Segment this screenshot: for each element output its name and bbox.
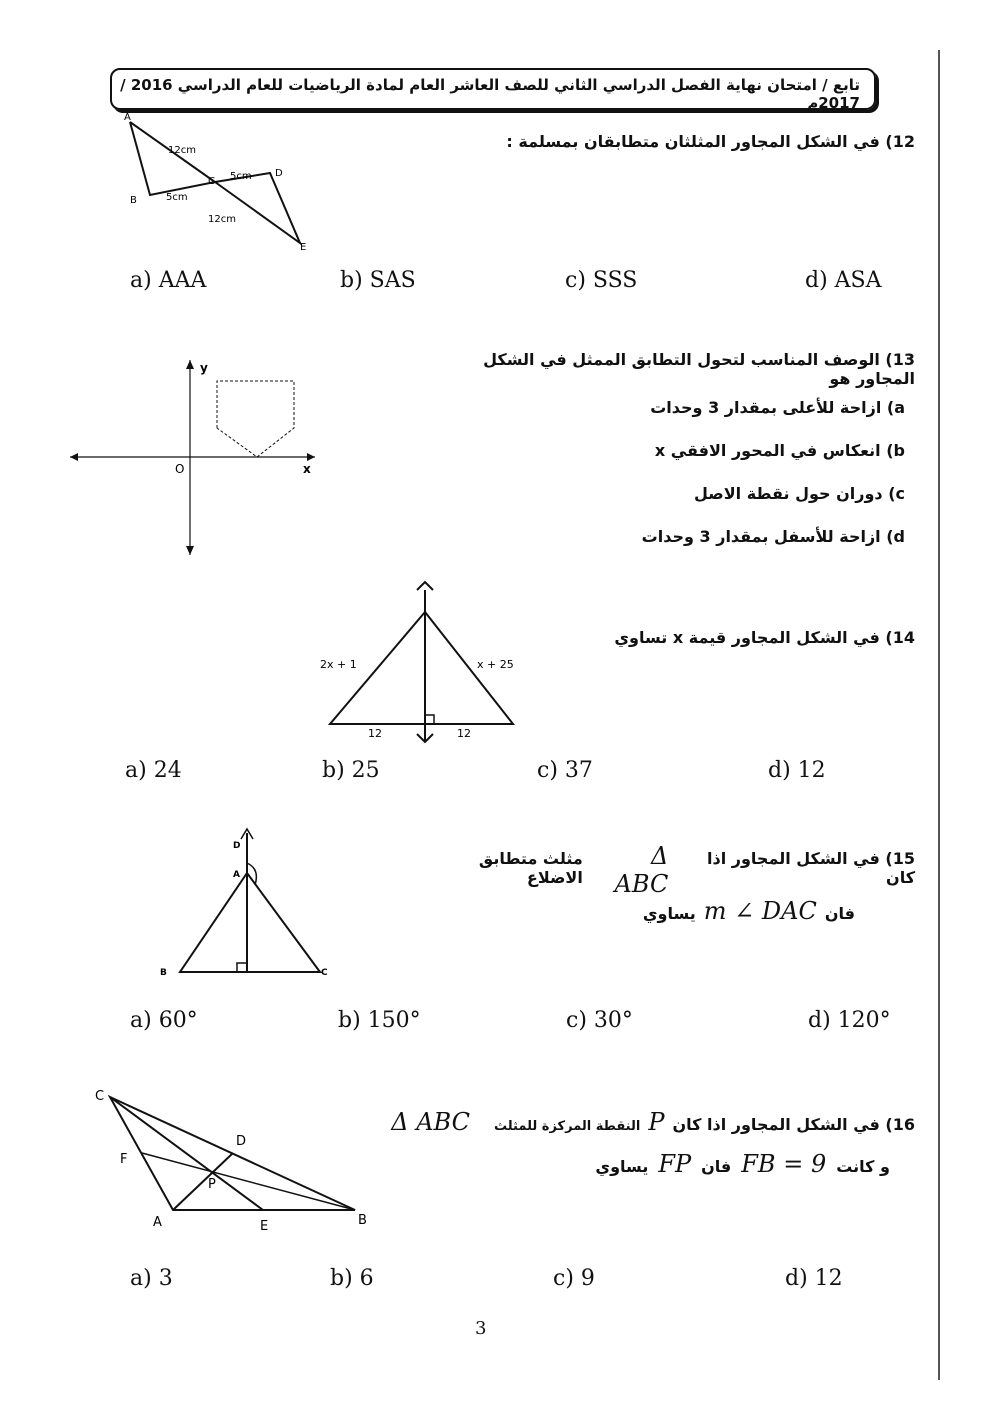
q14-option-a[interactable]: a) 24 <box>125 758 182 783</box>
q12-label-e: E <box>300 242 307 253</box>
q16-text-c: و كانت <box>836 1157 890 1176</box>
q16-option-b[interactable]: b) 6 <box>330 1266 374 1291</box>
q16-label-p: P <box>208 1177 216 1192</box>
q15-option-c[interactable]: c) 30° <box>566 1008 633 1033</box>
q16-line1 <box>390 1108 915 1136</box>
q12-label-b: B <box>130 195 137 206</box>
q12-label-d: D <box>275 168 283 179</box>
q16-label-f: F <box>120 1152 128 1167</box>
q13-axis-x: x <box>303 462 311 476</box>
q16-figure <box>90 1080 390 1240</box>
q16-math-fb: FB = 9 <box>741 1150 827 1178</box>
q14-text: 14) في الشكل المجاور قيمة x تساوي <box>614 628 915 647</box>
q12-len-cd: 5cm <box>230 171 252 182</box>
q16-option-d[interactable]: d) 12 <box>785 1266 843 1291</box>
q15-line1 <box>420 842 915 898</box>
q16-label-a: A <box>153 1215 162 1230</box>
q14-option-d[interactable]: d) 12 <box>768 758 826 783</box>
q16-text-d: فان <box>701 1157 732 1176</box>
q16-option-c[interactable]: c) 9 <box>553 1266 595 1291</box>
q16-text-a: 16) في الشكل المجاور اذا كان <box>672 1115 915 1134</box>
q12-label-a: A <box>124 112 131 123</box>
q13-option-c[interactable]: c) دوران حول نقطة الاصل <box>694 484 905 503</box>
q16-text-e: يساوي <box>595 1157 649 1176</box>
q16-label-b: B <box>358 1213 367 1228</box>
q12-label-c: C <box>208 176 215 187</box>
q15-text-d: يساوي <box>642 904 696 923</box>
q15-option-b[interactable]: b) 150° <box>338 1008 421 1033</box>
q12-option-b[interactable]: b) SAS <box>340 268 416 293</box>
q14-label-base2: 12 <box>457 727 471 740</box>
q14-label-right: x + 25 <box>477 658 514 671</box>
q15-text-b: مثلث متطابق الاضلاع <box>478 849 583 887</box>
q14-option-b[interactable]: b) 25 <box>322 758 380 783</box>
q14-label-left: 2x + 1 <box>320 658 357 671</box>
q13-option-b[interactable]: b) انعكاس في المحور الافقي x <box>654 441 905 460</box>
exam-header: تابع / امتحان نهاية الفصل الدراسي الثاني للصف العاشر العام لمادة الرياضيات للعام الدراسي 2016 / 2017م <box>120 76 860 112</box>
q15-label-c: C <box>321 968 328 978</box>
q16-label-d: D <box>236 1134 247 1149</box>
q15-label-d: D <box>233 841 241 851</box>
q16-option-a[interactable]: a) 3 <box>130 1266 173 1291</box>
q15-math-triangle: Δ ABC <box>614 842 669 898</box>
q15-label-a: A <box>233 870 240 880</box>
page-number: 3 <box>475 1318 487 1339</box>
q12-option-d[interactable]: d) ASA <box>805 268 882 293</box>
q12-option-c[interactable]: c) SSS <box>565 268 638 293</box>
q15-label-b: B <box>160 968 167 978</box>
q15-math-angle: m ∠ DAC <box>703 897 817 925</box>
q13-origin: O <box>175 462 185 476</box>
q12-len-ac: 12cm <box>168 145 196 156</box>
q15-text-c: فان <box>824 904 855 923</box>
q13-figure <box>65 355 325 560</box>
q15-text-a: 15) في الشكل المجاور اذا كان <box>707 849 915 887</box>
q12-text: 12) في الشكل المجاور المثلثان متطابقان بمسلمة : <box>506 132 915 151</box>
q16-text-b: النقطة المركزة للمثلث <box>493 1119 641 1134</box>
q13-option-a[interactable]: a) ازاحة للأعلى بمقدار 3 وحدات <box>650 398 905 417</box>
page-edge-line <box>938 50 940 1380</box>
q12-figure <box>120 110 330 260</box>
q16-math-p: P <box>648 1108 665 1136</box>
q16-label-e: E <box>260 1219 269 1234</box>
q14-figure <box>300 580 550 745</box>
q15-line2 <box>420 897 855 925</box>
q16-math-triangle: Δ ABC <box>391 1108 470 1136</box>
q14-label-base1: 12 <box>368 727 382 740</box>
q13-text: 13) الوصف المناسب لتحول التطابق الممثل في الشكل المجاور هو <box>483 350 915 388</box>
q14-option-c[interactable]: c) 37 <box>537 758 593 783</box>
q16-math-fp: FP <box>658 1150 692 1178</box>
q12-len-bc: 5cm <box>166 192 188 203</box>
q15-option-a[interactable]: a) 60° <box>130 1008 198 1033</box>
q15-option-d[interactable]: d) 120° <box>808 1008 891 1033</box>
q16-line2 <box>420 1150 890 1178</box>
q12-option-a[interactable]: a) AAA <box>130 268 207 293</box>
q13-option-d[interactable]: d) ازاحة للأسفل بمقدار 3 وحدات <box>641 527 905 546</box>
q13-axis-y: y <box>200 361 208 375</box>
q12-len-ce: 12cm <box>208 214 236 225</box>
q15-figure <box>155 825 345 990</box>
q16-label-c: C <box>95 1089 105 1104</box>
